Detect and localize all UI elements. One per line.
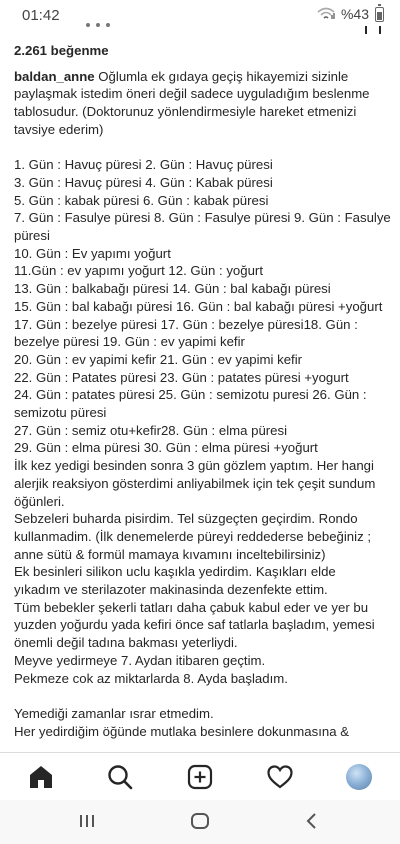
post-caption — [14, 42, 390, 740]
home-icon[interactable] — [27, 763, 55, 791]
caption-line: 10. Gün : Ev yapımı yoğurt — [14, 245, 171, 261]
caption-line: 22. Gün : Patates püresi 23. Gün : patates püresi +yogurt — [14, 369, 349, 385]
caption-line: 5. Gün : kabak püresi 6. Gün : kabak püresi — [14, 192, 269, 208]
caption-line: anne sütü & formül mamaya kıvamını inceltebilirsiniz) — [14, 546, 326, 562]
caption-line: 7. Gün : Fasulye püresi 8. Gün : Fasulye püresi 9. Gün : Fasulye — [14, 210, 391, 226]
caption-first-line — [14, 68, 390, 86]
caption-line: 27. Gün : semiz otu+kefir28. Gün : elma püresi — [14, 422, 288, 438]
home-button-icon[interactable] — [190, 812, 210, 830]
likes-count[interactable]: 2.261 beğenme — [14, 43, 109, 58]
status-indicators — [317, 6, 384, 22]
bottom-nav — [0, 752, 400, 801]
caption-line: öğünleri. — [14, 493, 65, 509]
caption-username[interactable]: baldan_anne — [14, 68, 95, 84]
caption-line: Her yedirdiğim öğünde mutlaka besinlere dokunmasına & — [14, 723, 349, 739]
caption-blank-line — [14, 139, 390, 157]
caption-line: Pekmeze cok az miktarlarda 8. Ayda başladım. — [14, 670, 288, 686]
recent-apps-icon[interactable] — [78, 813, 96, 829]
caption-line: Meyve yedirmeye 7. Aydan itibaren geçtim. — [14, 652, 266, 668]
caption-line: İlk kez yedigi besinden sonra 3 gün gözlem yaptım. Her hangi — [14, 458, 374, 474]
caption-line: paylaşmak istedim öneri değil sadece uyguladığım beslenme — [14, 86, 370, 102]
caption-line: 13. Gün : balkabağı püresi 14. Gün : bal kabağı püresi — [14, 281, 331, 297]
caption-line: 11.Gün : ev yapımı yoğurt 12. Gün : yoğurt — [14, 263, 263, 279]
status-time: 01:42 — [22, 7, 60, 24]
caption-line: 15. Gün : bal kabağı püresi 16. Gün : bal kabağı püresi +yoğurt — [14, 298, 383, 314]
caption-line: semizotu püresi — [14, 405, 107, 421]
system-nav-bar — [0, 800, 400, 844]
caption-line: Yemediği zamanlar ısrar etmedim. — [14, 705, 214, 721]
wifi-icon — [317, 7, 335, 21]
bookmark-icon[interactable] — [364, 26, 382, 34]
caption-line: 17. Gün : bezelye püresi 17. Gün : bezelye püresi18. Gün : — [14, 316, 358, 332]
caption-line: yıkadım ve sterilazoter makinasinda dezenfekte ettim. — [14, 582, 328, 598]
add-post-icon[interactable] — [186, 763, 214, 791]
caption-lines — [14, 85, 390, 740]
activity-heart-icon[interactable] — [266, 763, 294, 791]
caption-line: yuzden yoğurdu yada kefiri önce saf tatlarla başladım, yemesi — [14, 617, 375, 633]
notification-dots-icon — [86, 14, 116, 32]
caption-line: kullanmadim. (İlk denemelerde püreyi reddederse bebeğiniz ; — [14, 528, 371, 544]
caption-line: Tüm bebekler şekerli tatları daha çabuk kabul eder ve yer bu — [14, 599, 369, 615]
caption-line: önemli değil tadına bakması yeterliydi. — [14, 635, 238, 651]
caption-line: 3. Gün : Havuç püresi 4. Gün : Kabak püresi — [14, 174, 273, 190]
caption-line: Sebzeleri buharda pisirdim. Tel süzgeçten geçirdim. Rondo — [14, 511, 358, 527]
caption-line: bezelye püresi 19. Gün : ev yapimi kefir — [14, 334, 245, 350]
caption-line: 29. Gün : elma püresi 30. Gün : elma püresi +yoğurt — [14, 440, 318, 456]
caption-blank-line — [14, 687, 390, 705]
battery-icon — [375, 7, 384, 22]
caption-line: tavsiye ederim) — [14, 121, 104, 137]
profile-avatar[interactable] — [346, 764, 372, 790]
caption-line: püresi — [14, 228, 50, 244]
back-icon[interactable] — [304, 812, 318, 830]
status-bar — [0, 0, 400, 32]
search-icon[interactable] — [106, 763, 134, 791]
caption-line: 1. Gün : Havuç püresi 2. Gün : Havuç püresi — [14, 157, 273, 173]
caption-line: tablosudur. (Doktorunuz yönlendirmesiyle hareket etmenizi — [14, 104, 357, 120]
battery-percent: %43 — [340, 6, 369, 22]
caption-line: 20. Gün : ev yapimi kefir 21. Gün : ev yapimi kefir — [14, 351, 303, 367]
caption-line: Ek besinleri silikon uclu kaşıkla yedirdim. Kaşıkları elde — [14, 564, 336, 580]
caption-line: 24. Gün : patates püresi 25. Gün : semizotu puresi 26. Gün : — [14, 387, 367, 403]
caption-line: alerjik reaksiyon gösterdimi anliyabilmek için tek çeşit sundum — [14, 475, 376, 491]
caption-intro: Oğlumla ek gıdaya geçiş hikayemizi sizinle — [98, 68, 349, 84]
